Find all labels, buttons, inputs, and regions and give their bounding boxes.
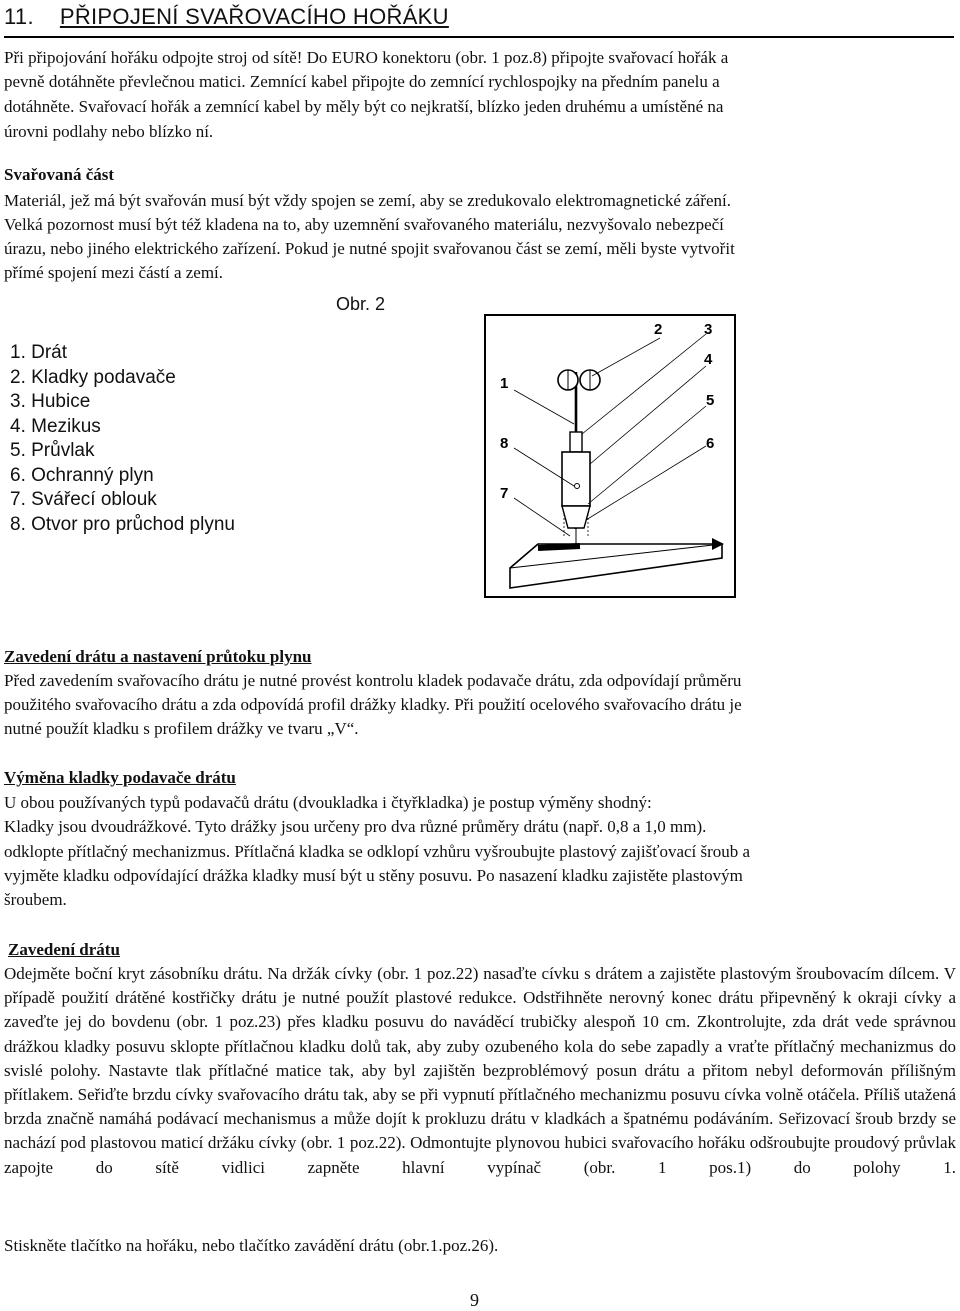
legend-item: 5. Průvlak bbox=[10, 440, 95, 461]
wire-intro-line: použitého svařovacího drátu a zda odpovídá profil drážky kladky. Při použití ocelového svařovacího drátu je bbox=[4, 695, 742, 714]
torch-diagram bbox=[484, 314, 736, 598]
page-number: 9 bbox=[470, 1290, 479, 1310]
intro-line: dotáhněte. Svařovací hořák a zemnící kabel by měly být co nejkratší, blízko jeden druhému a umístěné na bbox=[4, 97, 724, 116]
callout-label: 7 bbox=[500, 485, 509, 502]
section-title: PŘIPOJENÍ SVAŘOVACÍHO HOŘÁKU bbox=[59, 4, 449, 29]
figure-caption: Obr. 2 bbox=[336, 294, 386, 314]
welded-part-line: přímé spojení mezi částí a zemí. bbox=[4, 263, 224, 282]
legend-item: 7. Svářecí oblouk bbox=[10, 489, 157, 510]
intro-line: Při připojování hořáku odpojte stroj od sítě! Do EURO konektoru (obr. 1 poz.8) připojte svařovací hořák a bbox=[4, 48, 729, 67]
legend-item: 4. Mezikus bbox=[10, 415, 101, 437]
wire-intro-title: Zavedení drátu a nastavení průtoku plynu bbox=[4, 647, 312, 666]
legend-item: 3. Hubice bbox=[10, 391, 91, 412]
section-number: 11. bbox=[4, 4, 34, 29]
roller-change-line: U obou používaných typů podavačů drátu (dvoukladka i čtyřkladka) je postup výměny shodný: bbox=[4, 793, 652, 812]
welded-part-line: úrazu, nebo jiného elektrického zařízení. Pokud je nutné spojit svařovanou část se zemí, měli byste vytvořit bbox=[4, 239, 735, 258]
parts-legend bbox=[10, 341, 235, 537]
gas-nozzle bbox=[562, 452, 590, 506]
roller-change-line: šroubem. bbox=[4, 890, 67, 909]
nozzle-tip bbox=[562, 506, 590, 528]
legend-item: 1. Drát bbox=[10, 342, 68, 363]
callout-label: 3 bbox=[704, 321, 713, 338]
welded-part-line: Materiál, jež má být svařován musí být vždy spojen se zemí, aby se zredukovalo elektromagnetické záření. bbox=[4, 191, 731, 210]
intro-line: pevně dotáhněte převlečnou matici. Zemnící kabel připojte do zemnící rychlospojky na předním panelu a bbox=[4, 72, 720, 91]
roller-change-line: vyjměte kladku odpovídající drážka kladky musí být u stěny posuvu. Po nasazení kladku zajistěte plastovým bbox=[4, 866, 743, 885]
callout-label: 5 bbox=[706, 392, 715, 409]
wire-feed-last-line: Stiskněte tlačítko na hořáku, nebo tlačítko zavádění drátu (obr.1.poz.26). bbox=[4, 1236, 499, 1255]
roller-change-line: odklopte přítlačný mechanizmus. Přítlačná kladka se odklopí vzhůru vyšroubujte plastový zajišťovací šroub a bbox=[4, 842, 751, 861]
intro-line: úrovni podlahy nebo blízko ní. bbox=[4, 122, 214, 141]
welded-part-title: Svařovaná část bbox=[4, 165, 115, 184]
weld-bead bbox=[538, 546, 580, 548]
legend-item: 2. Kladky podavače bbox=[10, 366, 176, 388]
roller-change-title: Výměna kladky podavače drátu bbox=[4, 768, 236, 787]
wire-intro-line: Před zavedením svařovacího drátu je nutné provést kontrolu kladek podavače drátu, zda odpovídají průměru bbox=[4, 671, 742, 690]
callout-label: 2 bbox=[654, 321, 663, 338]
wire-feed-title: Zavedení drátu bbox=[8, 940, 120, 959]
legend-item: 8. Otvor pro průchod plynu bbox=[10, 513, 235, 535]
legend-item: 6. Ochranný plyn bbox=[10, 464, 154, 486]
wire-feed-text: Odejměte boční kryt zásobníku drátu. Na držák cívky (obr. 1 poz.22) nasaďte cívku s drátem a zajistěte plastovým šroubovacím dílcem. V případě použití drátěné kostřičky drátu je nutné použít plastové redukce. Odstřihněte nerovný konec drátu připevněný k okraji cívky a zaveďte jej do bovdenu (obr. 1 poz.23) přes kladku posuvu do naváděcí trubičky alespoň 10 cm. Zkontrolujte, zda drát vede správnou drážkou kladky posuvu sklopte přítlačnou kladku dolů tak, aby zuby ozubeného kola do sebe zapadly a vraťte přítlačný mechanizmus do svislé polohy. Nastavte tlak přítlačné matice tak, aby byl zajištěn bezproblémový posun drátu a přitom nebyl deformován přílišným přítlakem. Seřiďte brzdu cívky svařovacího drátu tak, aby se při vypnutí přítlačného mechanizmu posuvu cívka volně otáčela. Příliš utažená brzda značně namáhá podávací mechanismus a může dojít k prokluzu drátu v kladkách a špatnému podáváním. Seřizovací šroub brzdy se nachází pod plastovou maticí držáku cívky (obr. 1 poz.22). Odmontujte plynovou hubici svařovacího hořáku odšroubujte proudový průvlak zapojte do sítě vidlici zapněte hlavní vypínač (obr. 1 pos.1) do polohy 1. bbox=[4, 964, 956, 1177]
callout-label: 1 bbox=[500, 375, 509, 392]
callout-label: 6 bbox=[706, 435, 715, 452]
callout-label: 4 bbox=[704, 351, 713, 368]
callout-label: 8 bbox=[500, 435, 509, 452]
section-heading bbox=[4, 2, 954, 38]
wire-intro-line: nutné použít kladku s profilem drážky ve tvaru „V“. bbox=[4, 719, 359, 738]
roller-change-line: Kladky jsou dvoudrážkové. Tyto drážky jsou určeny pro dva různé průměry drátu (např. 0,8 a 1,0 mm). bbox=[4, 817, 707, 836]
contact-tip-holder bbox=[570, 432, 582, 452]
welded-part-line: Velká pozornost musí být též kladena na to, aby uzemnění svařovaného materiálu, nezvyšovalo nebezpečí bbox=[4, 215, 724, 234]
